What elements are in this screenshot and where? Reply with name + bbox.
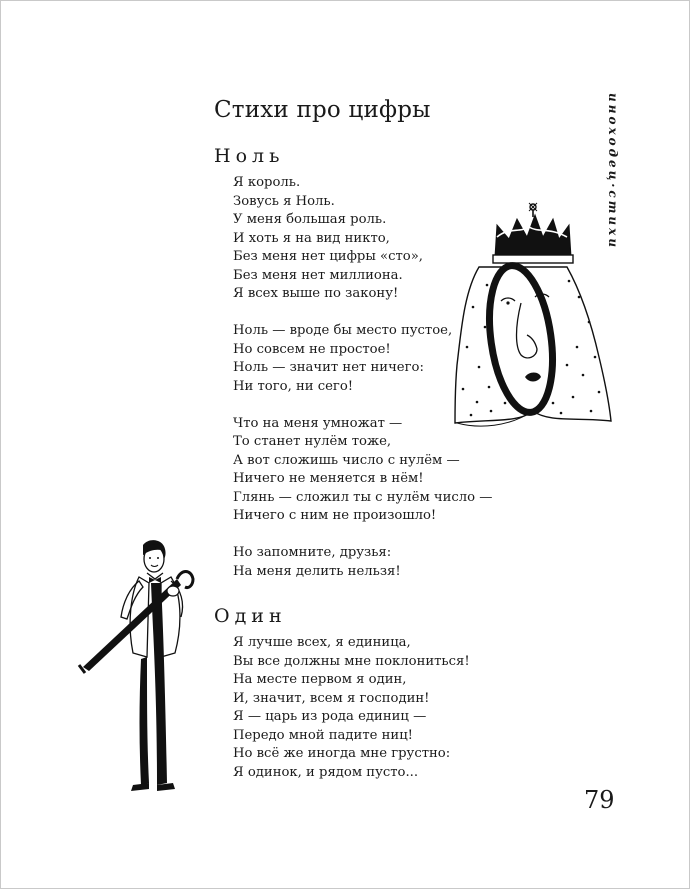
verse-line: Ни того, ни сего! — [233, 378, 354, 394]
verse-line: Ничего с ним не произошло! — [233, 508, 437, 523]
verse-line: На меня делить нельзя! — [233, 563, 401, 579]
verse-line: Ничего не меняется в нём! — [233, 471, 424, 486]
verse-line: И, значит, всем я господин! — [233, 690, 430, 706]
verse-line: Но запомните, друзья: — [233, 545, 392, 560]
verse-line: Но совсем не простое! — [233, 341, 391, 357]
verse-line: Без меня нет миллиона. — [233, 267, 403, 283]
verse-line: Я всех выше по закону! — [233, 286, 399, 301]
verse-line: У меня большая роль. — [233, 212, 387, 227]
verse-line: Без меня нет цифры «сто», — [233, 249, 423, 264]
verse-line: Я одинок, и рядом пусто... — [233, 764, 419, 780]
stanza-break — [233, 526, 493, 545]
verse-line: Я король. — [233, 175, 301, 190]
verse-line: Я — царь из рода единиц — — [233, 709, 427, 724]
page-number: 79 — [584, 786, 615, 814]
section-heading-zero: Ноль — [214, 145, 285, 167]
verse-line: И хоть я на вид никто, — [233, 230, 390, 246]
section-heading-one: Один — [214, 605, 287, 627]
verse-line: На месте первом я один, — [233, 672, 407, 687]
verse-line: Передо мной падите ниц! — [233, 727, 413, 743]
page-title: Стихи про цифры — [214, 97, 431, 123]
verse-line: Но всё же иногда мне грустно: — [233, 746, 451, 761]
verse-line: Ноль — вроде бы место пустое, — [233, 323, 453, 338]
verse-line: Ноль — значит нет ничего: — [233, 360, 424, 375]
verse-line: Вы все должны мне поклониться! — [233, 653, 470, 669]
verse-line: А вот сложишь число с нулём — — [233, 452, 460, 468]
verse-line: Я лучше всех, я единица, — [233, 635, 411, 650]
verse-line: Зовусь я Ноль. — [233, 193, 335, 209]
running-head-vertical: иноходец·стихи — [606, 93, 620, 251]
verse-line: Глянь — сложил ты с нулём число — — [233, 489, 493, 505]
gentleman-one-illustration-icon — [77, 533, 205, 799]
poem-one — [233, 634, 470, 782]
verse-line: Что на меня умножат — — [233, 415, 403, 431]
queen-zero-illustration-icon — [449, 197, 617, 433]
verse-line: То станет нулём тоже, — [233, 434, 392, 449]
